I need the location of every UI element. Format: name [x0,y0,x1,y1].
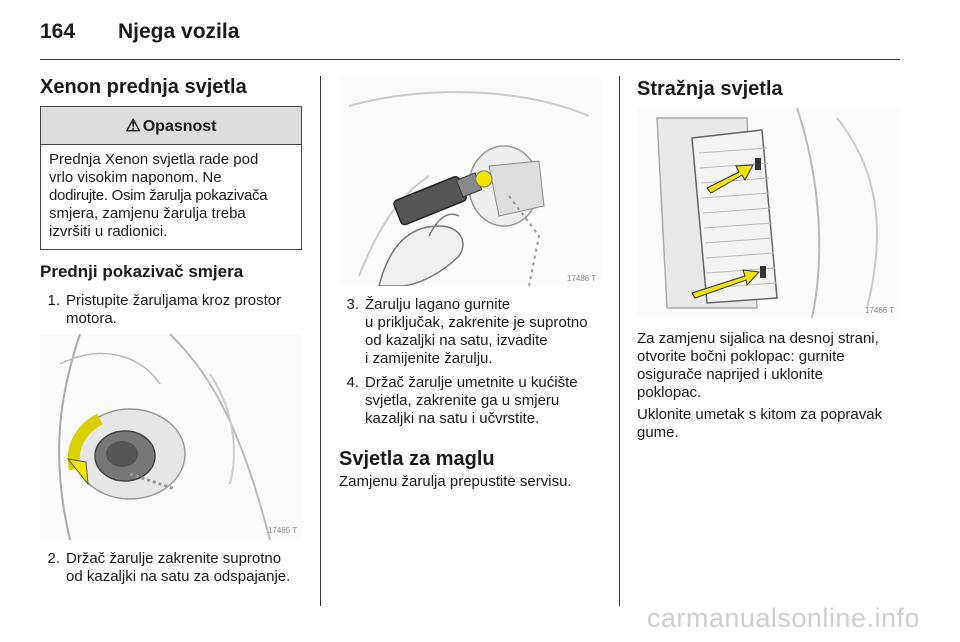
step-2 [40,550,315,590]
step-line: u priključak, zakrenite je suprotno [365,314,588,331]
danger-line: izvršiti u radionici. [49,223,168,240]
watermark: carmanualsonline.info [646,603,920,633]
danger-box [40,106,302,250]
step-number: 2. [47,550,60,567]
step-4 [339,374,609,428]
step-line: od kazaljki na satu, izvadite [365,332,548,349]
step-line: Žarulju lagano gurnite [365,296,511,313]
step-line: Držač žarulje zakrenite suprotno [66,550,282,567]
figure-code: 17466 T [865,306,895,315]
subsection-title-indicator: Prednji pokazivač smjera [40,262,244,281]
section-title-xenon: Xenon prednja svjetla [40,76,247,98]
step-line: svjetla, zakrenite ga u smjeru [365,392,560,409]
page-header [40,14,900,60]
step-line: i zamijenite žarulju. [365,350,493,367]
figure-rear-cover [637,108,900,318]
step-3 [339,296,609,368]
step-line: motora. [66,310,117,327]
page-number: 164 [40,20,76,43]
section-title-rear: Stražnja svjetla [637,78,783,100]
step-line: kazaljki na satu i učvrstite. [365,410,540,427]
danger-text [41,145,301,247]
danger-header [41,107,301,145]
step-number: 4. [346,374,359,391]
paragraph-line: osigurače naprijed i uklonite [637,366,823,383]
step-line: Držač žarulje umetnite u kućište [365,374,578,391]
danger-line: vrlo visokim naponom. Ne [49,169,222,186]
step-text [66,292,281,328]
danger-label: Opasnost [142,118,217,135]
step-number: 1. [47,292,60,309]
page-title: Njega vozila [118,20,240,43]
step-number: 3. [346,296,359,313]
figure-turn-signal-bulb [40,334,302,540]
figure-bulb-holder [339,76,601,286]
paragraph-line: Uklonite umetak s kitom za popravak [637,406,883,423]
step-text [365,374,578,428]
step-line: Pristupite žaruljama kroz prostor [66,292,282,309]
figure-code: 17485 T [268,526,298,535]
danger-line: dodirujte. Osim žarulja pokazivača [49,187,268,204]
rear-paragraph-2 [637,406,907,442]
section-title-fog: Svjetla za maglu [339,448,495,470]
column-divider-left [320,76,321,606]
step-text [66,550,290,586]
danger-line: Prednja Xenon svjetla rade pod [49,151,259,168]
rear-paragraph-1 [637,330,907,402]
paragraph-line: poklopac. [637,384,702,401]
step-line: od kazaljki na satu za odspajanje. [66,568,291,585]
paragraph-line: Za zamjenu sijalica na desnoj strani, [637,330,879,347]
figure-code: 17486 T [567,274,597,283]
step-1 [40,292,310,332]
paragraph-line: otvorite bočni poklopac: gurnite [637,348,845,365]
column-divider-right [619,76,620,606]
step-text [365,296,588,368]
paragraph-line: gume. [637,424,679,441]
fog-text: Zamjenu žarulja prepustite servisu. [339,473,572,490]
danger-line: smjera, zamjenu žarulja treba [49,205,246,222]
warning-triangle-icon: ⚠ [125,116,141,135]
